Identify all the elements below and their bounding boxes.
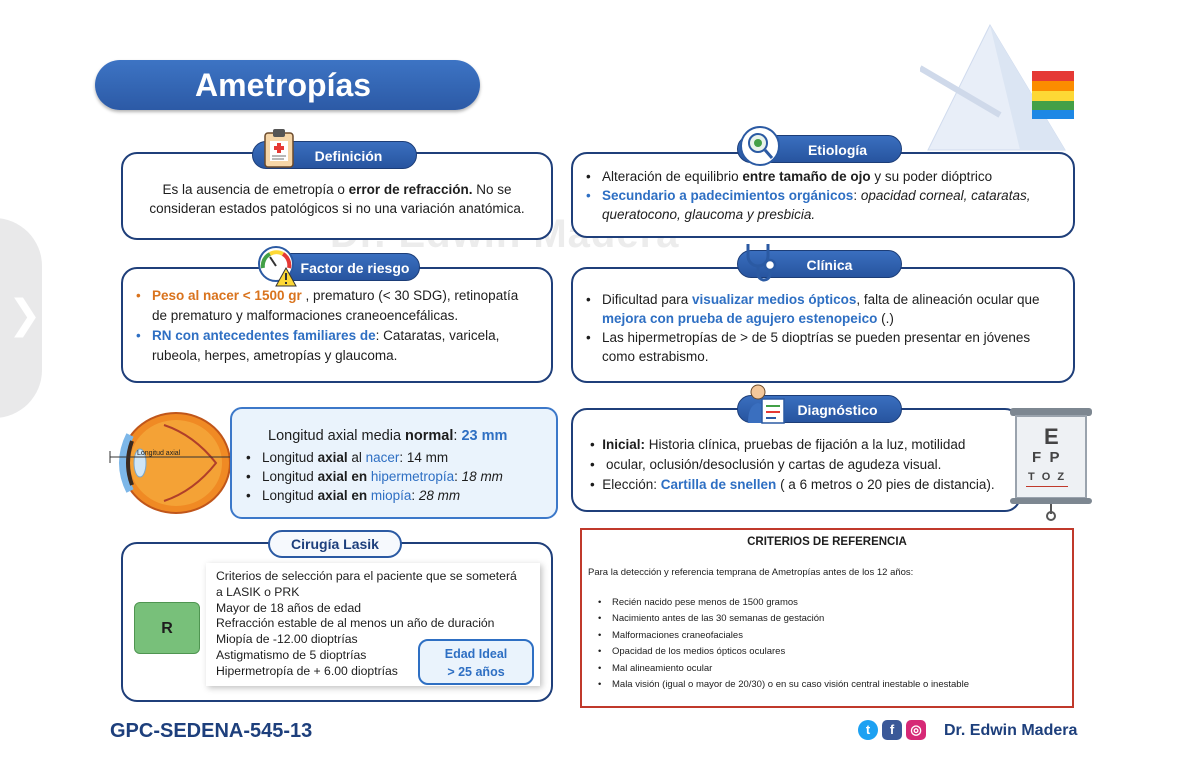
definicion-label: Definición	[252, 141, 417, 169]
criterios-title: CRITERIOS DE REFERENCIA	[747, 536, 907, 548]
lasik-label: Cirugía Lasik	[268, 530, 402, 558]
dx-1a: Inicial:	[602, 437, 645, 452]
snellen-row-2: F P	[1032, 449, 1060, 466]
dx-3a: Elección:	[602, 477, 661, 492]
def-text-a: Es la ausencia de emetropía o	[162, 182, 349, 197]
snellen-row-3: T O Z	[1028, 471, 1067, 483]
list-item: • ocular, oclusión/desoclusión y cartas de agudeza visual.	[590, 457, 942, 472]
ax-1c: al	[347, 450, 366, 465]
cl-1e: (.)	[877, 311, 894, 326]
magnifier-icon	[740, 126, 780, 166]
stethoscope-icon	[740, 240, 782, 282]
list-item	[584, 290, 1068, 328]
lasik-line: Criterios de selección para el paciente que se someterá	[216, 569, 517, 583]
chevron-right-icon[interactable]: ❯	[8, 292, 42, 338]
ax-2c: hipermetropía	[370, 469, 455, 484]
fr-1a: Peso al nacer < 1500 gr	[152, 288, 302, 303]
clinica-label: Clínica	[737, 250, 902, 278]
ax-1b: axial	[317, 450, 348, 465]
list-item: • Malformaciones craneofaciales	[590, 628, 1070, 644]
list-item	[244, 467, 544, 486]
ax-ha: Longitud axial media	[268, 428, 406, 444]
ax-2b: axial en	[317, 469, 371, 484]
clipboard-icon	[262, 128, 298, 170]
edad-ideal-label: Edad Ideal	[444, 647, 508, 661]
cl-1d: mejora con prueba de agujero estenopeico	[602, 311, 878, 326]
snellen-row-1: E	[1044, 424, 1059, 449]
fr-2b: : Cataratas, varicela,	[375, 328, 500, 343]
list-item	[134, 286, 544, 326]
list-item: • Nacimiento antes de las 30 semanas de gestación	[590, 611, 1070, 627]
facebook-icon[interactable]: f	[882, 720, 902, 740]
def-text-c: No se	[472, 182, 512, 197]
criterios-list	[590, 595, 1070, 693]
eti-2a: Secundario a padecimientos orgánicos	[602, 188, 854, 203]
eye-label: Longitud axial	[137, 450, 181, 457]
ax-2d: :	[454, 469, 462, 484]
list-item: • Mal alineamiento ocular	[590, 661, 1070, 677]
edad-ideal-value: > 25 años	[447, 665, 505, 679]
ax-3c: miopía	[370, 488, 412, 503]
ax-3b: axial en	[317, 488, 371, 503]
list-item	[584, 186, 1064, 224]
snellen-line	[1026, 486, 1068, 487]
definicion-text	[130, 180, 544, 218]
doctor-chart-icon	[746, 383, 786, 427]
lasik-line: Hipermetropía de + 6.00 dioptrías	[216, 663, 398, 678]
eti-1c: y su poder dióptrico	[870, 169, 993, 184]
ax-hd: 23 mm	[461, 428, 508, 444]
edad-ideal-box	[418, 639, 534, 685]
diagnostico-label: Diagnóstico	[737, 395, 902, 423]
dx-1b: Historia clínica, pruebas de fijación a la luz, motilidad	[645, 437, 966, 452]
cl-2b: como estrabismo.	[602, 349, 709, 364]
ax-2a: Longitud	[262, 469, 318, 484]
guideline-code: GPC-SEDENA-545-13	[110, 720, 313, 742]
diagnostico-list	[590, 435, 995, 495]
criterios-intro: Para la detección y referencia temprana de Ametropías antes de los 12 años:	[588, 567, 914, 578]
dx-3b: Cartilla de snellen	[660, 477, 777, 492]
fr-2c: rubeola, herpes, ametropías y glaucoma.	[152, 348, 398, 363]
axial-list	[244, 448, 544, 505]
lasik-line: Mayor de 18 años de edad	[216, 600, 362, 615]
ax-1e: : 14 mm	[399, 450, 449, 465]
list-item: • Inicial: Historia clínica, pruebas de fijación a la luz, motilidad	[590, 437, 966, 452]
eti-1a: Alteración de equilibrio	[602, 169, 743, 184]
cl-1a: Dificultad para	[602, 292, 693, 307]
ax-1d: nacer	[365, 450, 400, 465]
author-name: Dr. Edwin Madera	[944, 722, 1078, 739]
ax-hc: :	[453, 428, 462, 444]
factor-riesgo-list	[134, 286, 544, 366]
fr-2a: RN con antecedentes familiares de	[152, 328, 376, 343]
list-item	[584, 167, 1064, 186]
dx-2: ocular, oclusión/desoclusión y cartas de agudeza visual.	[605, 457, 942, 472]
lasik-line: Astigmatismo de 5 dioptrías	[216, 647, 367, 662]
def-text-d: consideran estados patológicos si no una variación anatómica.	[149, 201, 525, 216]
list-item	[584, 328, 1068, 366]
etiologia-list	[584, 167, 1064, 224]
ax-3a: Longitud	[262, 488, 318, 503]
def-text-b: error de refracción.	[348, 182, 473, 197]
gauge-warning-icon	[256, 244, 300, 288]
list-item: • Recién nacido pese menos de 1500 gramos	[590, 595, 1070, 611]
cl-2a: Las hipermetropías de > de 5 dioptrías se pueden presentar en jóvenes	[602, 330, 1031, 345]
list-item: • Mala visión (igual o mayor de 20/30) o en su caso visión central inestable o inestable	[590, 677, 1070, 693]
list-item	[244, 486, 544, 505]
list-item: • Elección: Cartilla de snellen ( a 6 metros o 20 pies de distancia).	[590, 477, 995, 492]
ax-2e: 18 mm	[461, 469, 503, 484]
cl-1b: visualizar medios ópticos	[692, 292, 857, 307]
instagram-icon[interactable]: ◎	[906, 720, 926, 740]
prism-icon	[920, 20, 1080, 160]
ax-hb: normal	[405, 428, 454, 444]
ax-1a: Longitud	[262, 450, 318, 465]
clinica-list	[584, 290, 1068, 366]
lasik-line: Miopía de -12.00 dioptrías	[216, 632, 358, 647]
fr-1b: , prematuro (< 30 SDG), retinopatía	[301, 288, 519, 303]
page-title: Ametropías	[195, 67, 372, 103]
fr-1c: de prematuro y malformaciones craneoencefálicas.	[152, 308, 459, 323]
eti-2b: :	[853, 188, 861, 203]
recommendation-badge: R	[134, 602, 200, 654]
ax-3e: 28 mm	[418, 488, 461, 503]
factor-riesgo-label: Factor de riesgo	[262, 253, 420, 281]
dx-3c: ( a 6 metros o 20 pies de distancia).	[776, 477, 995, 492]
cl-1c: , falta de alineación ocular que	[856, 292, 1040, 307]
twitter-icon[interactable]: t	[858, 720, 878, 740]
eti-2d: queratocono, glaucoma y presbicia.	[602, 207, 816, 222]
eti-1b: entre tamaño de ojo	[742, 169, 871, 184]
list-item	[244, 448, 544, 467]
eye-anatomy-icon	[104, 405, 232, 523]
eti-2c: opacidad corneal, cataratas,	[860, 188, 1031, 203]
ax-3d: :	[411, 488, 419, 503]
etiologia-label: Etiología	[737, 135, 902, 163]
list-item: • Opacidad de los medios ópticos oculares	[590, 644, 1070, 660]
list-item	[134, 326, 544, 366]
lasik-line: Refracción estable de al menos un año de duración	[216, 616, 495, 631]
lasik-line: a LASIK o PRK	[216, 584, 300, 599]
axial-heading	[268, 428, 507, 444]
